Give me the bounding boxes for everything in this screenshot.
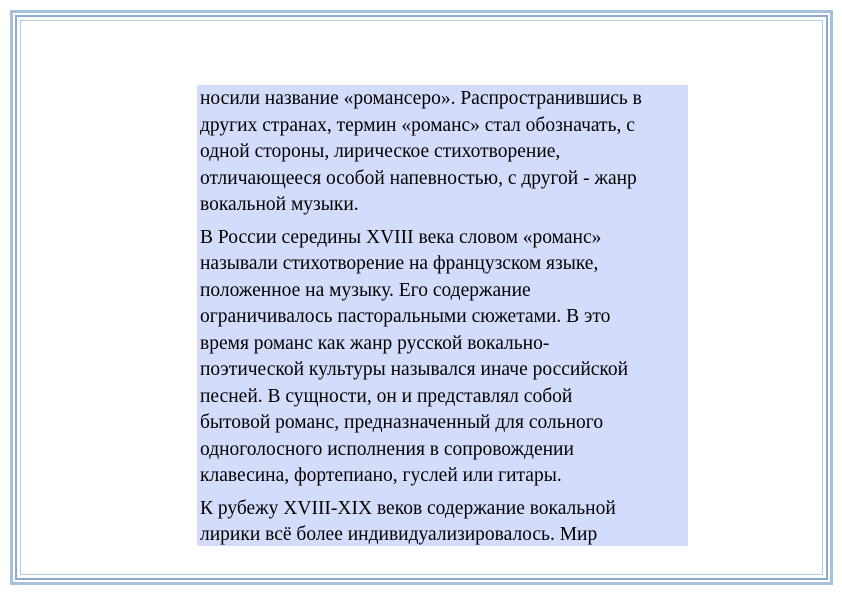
text-line: песней. В сущности, он и представлял собой xyxy=(200,385,573,407)
text-line: В России середины XVIII века словом «романс» xyxy=(200,226,602,248)
paragraph-3 xyxy=(200,496,684,547)
text-line: вокальной музыки. xyxy=(200,194,359,215)
text-line: носили название «романсеро». Распространившись в xyxy=(200,88,642,109)
text-line: называли стихотворение на французском языке, xyxy=(200,253,599,274)
text-line: К рубежу XVIII-XIX веков содержание вокальной xyxy=(200,497,616,519)
text-line: отличающееся особой напевностью, с другой - жанр xyxy=(200,167,637,189)
text-line: поэтической культуры назывался иначе российской xyxy=(200,359,629,380)
text-line: одной стороны, лирическое стихотворение, xyxy=(200,141,561,162)
text-line: положенное на музыку. Его содержание xyxy=(200,279,531,301)
text-line: лирики всё более индивидуализировалось. Мир xyxy=(200,524,598,545)
text-line: одноголосного исполнения в сопровождении xyxy=(200,438,574,460)
text-line: бытовой романс, предназначенный для сольного xyxy=(200,412,604,433)
paragraph-1 xyxy=(200,86,684,219)
text-line: других странах, термин «романс» стал обозначать, с xyxy=(200,114,635,136)
paragraph-2 xyxy=(200,225,684,490)
text-line: время романс как жанр русской вокально- xyxy=(200,332,550,354)
text-box xyxy=(197,85,688,546)
text-line: ограничивалось пасторальными сюжетами. В это xyxy=(200,306,611,327)
text-line: клавесина, фортепиано, гуслей или гитары. xyxy=(200,465,562,486)
